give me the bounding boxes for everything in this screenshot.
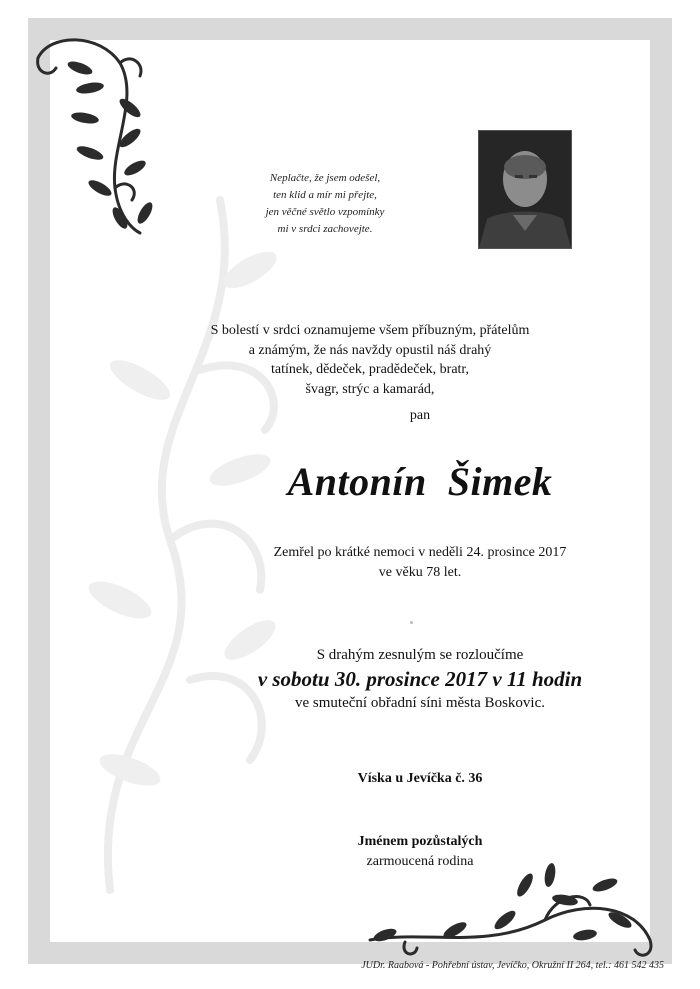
funeral-home-footer: JUDr. Raabová - Pohřební ústav, Jevíčko, Okružní II 264, tel.: 461 542 435 — [361, 960, 664, 971]
signature-block — [300, 832, 540, 872]
signature-family: zarmoucená rodina — [366, 854, 474, 869]
announcement-line: tatínek, dědeček, pradědeček, bratr, — [270, 362, 470, 377]
family-address: Víska u Jevíčka č. 36 — [357, 771, 483, 786]
farewell-place: ve smuteční obřadní síni města Boskovic. — [295, 695, 545, 711]
signature-on-behalf: Jménem pozůstalých — [357, 834, 483, 849]
death-info-line-age: ve věku 78 let. — [378, 565, 462, 580]
death-info — [220, 543, 620, 583]
death-info-line-date: Zemřel po krátké nemoci v neděli 24. prosince 2017 — [273, 545, 567, 560]
farewell-intro: S drahým zesnulým se rozloučíme — [316, 647, 524, 663]
honorific-pan: pan — [409, 408, 431, 423]
poem-line: ten klid a mír mi přejte, — [273, 189, 377, 201]
memorial-poem — [240, 170, 410, 238]
announcement-text — [200, 321, 540, 399]
separator-dot — [410, 621, 413, 624]
corner-ornament-bottom-right — [365, 860, 665, 960]
farewell-details — [210, 644, 630, 714]
poem-line: jen věčné světlo vzpomínky — [265, 206, 385, 218]
announcement-line: S bolestí v srdci oznamujeme všem příbuzným, přátelům — [210, 323, 530, 338]
poem-line: mi v srdci zachovejte. — [277, 223, 373, 235]
deceased-name: Antonín Šimek — [287, 459, 553, 504]
corner-ornament-top-left — [30, 28, 160, 238]
announcement-line: a známým, že nás navždy opustil náš drahý — [248, 342, 492, 358]
deceased-portrait-photo — [478, 130, 572, 249]
announcement-line: švagr, strýc a kamarád, — [305, 381, 435, 397]
farewell-date-time: v sobotu 30. prosince 2017 v 11 hodin — [257, 667, 583, 691]
poem-line: Neplačte, že jsem odešel, — [269, 172, 381, 184]
